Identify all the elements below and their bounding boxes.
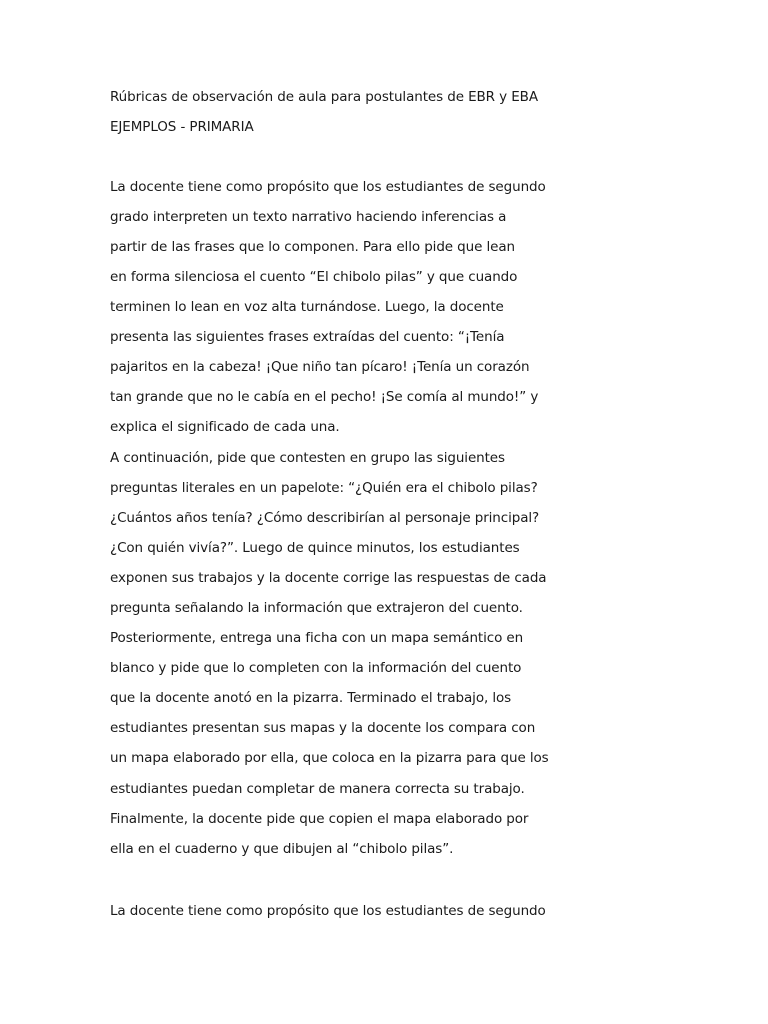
paragraph-line: exponen sus trabajos y la docente corrige las respuestas de cada bbox=[110, 570, 547, 586]
document-title: Rúbricas de observación de aula para postulantes de EBR y EBA bbox=[110, 89, 538, 105]
paragraph-line: ella en el cuaderno y que dibujen al “chibolo pilas”. bbox=[110, 841, 454, 857]
paragraph-line: partir de las frases que lo componen. Para ello pide que lean bbox=[110, 239, 515, 255]
paragraph-line: estudiantes puedan completar de manera correcta su trabajo. bbox=[110, 781, 525, 797]
paragraph-line: presenta las siguientes frases extraídas del cuento: “¡Tenía bbox=[110, 329, 505, 345]
paragraph-line: Finalmente, la docente pide que copien el mapa elaborado por bbox=[110, 811, 529, 827]
paragraph-line: un mapa elaborado por ella, que coloca en la pizarra para que los bbox=[110, 750, 549, 766]
paragraph-line: grado interpreten un texto narrativo haciendo inferencias a bbox=[110, 209, 507, 225]
paragraph-line: en forma silenciosa el cuento “El chibolo pilas” y que cuando bbox=[110, 269, 518, 285]
paragraph-line: explica el significado de cada una. bbox=[110, 419, 340, 435]
paragraph-line: ¿Con quién vivía?”. Luego de quince minutos, los estudiantes bbox=[110, 540, 520, 556]
paragraph-2-line: La docente tiene como propósito que los estudiantes de segundo bbox=[110, 903, 546, 919]
paragraph-line: A continuación, pide que contesten en grupo las siguientes bbox=[110, 450, 505, 466]
paragraph-line: terminen lo lean en voz alta turnándose. Luego, la docente bbox=[110, 299, 504, 315]
paragraph-line: pregunta señalando la información que extrajeron del cuento. bbox=[110, 600, 523, 616]
paragraph-line: preguntas literales en un papelote: “¿Quién era el chibolo pilas? bbox=[110, 480, 538, 496]
paragraph-line: estudiantes presentan sus mapas y la docente los compara con bbox=[110, 720, 536, 736]
paragraph-line: ¿Cuántos años tenía? ¿Cómo describirían al personaje principal? bbox=[110, 510, 540, 526]
paragraph-line: La docente tiene como propósito que los estudiantes de segundo bbox=[110, 179, 546, 195]
paragraph-line: blanco y pide que lo completen con la información del cuento bbox=[110, 660, 522, 676]
paragraph-line: Posteriormente, entrega una ficha con un mapa semántico en bbox=[110, 630, 524, 646]
paragraph-line: tan grande que no le cabía en el pecho! ¡Se comía al mundo!” y bbox=[110, 389, 539, 405]
paragraph-line: pajaritos en la cabeza! ¡Que niño tan pícaro! ¡Tenía un corazón bbox=[110, 359, 530, 375]
paragraph-line: que la docente anotó en la pizarra. Terminado el trabajo, los bbox=[110, 690, 512, 706]
document-subtitle: EJEMPLOS - PRIMARIA bbox=[110, 119, 254, 135]
